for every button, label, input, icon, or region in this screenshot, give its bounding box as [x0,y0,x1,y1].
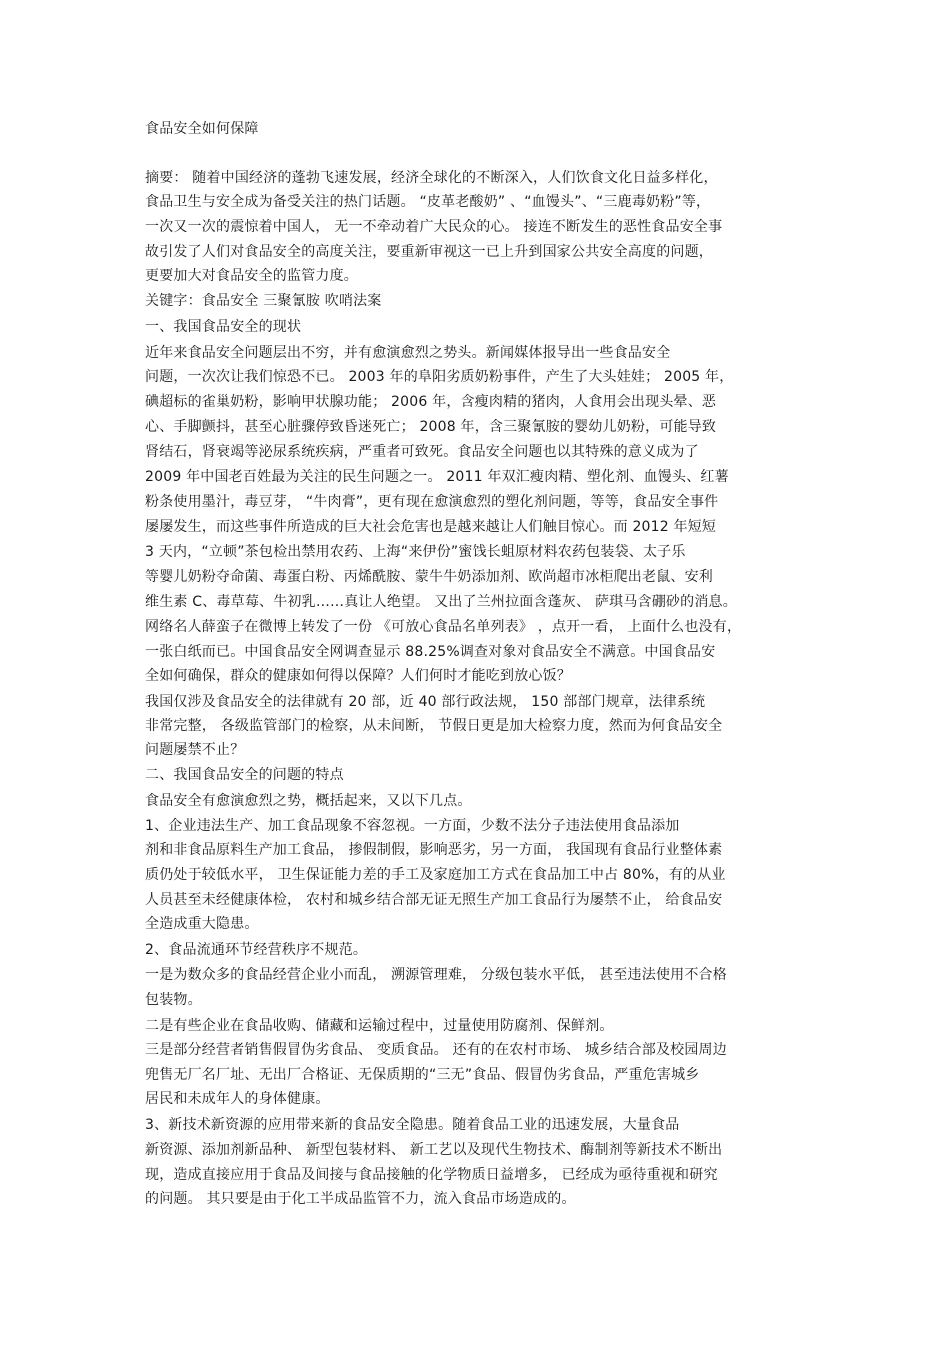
doc-line: 非常完整， 各级监管部门的检察，从未间断， 节假日更是加大检察力度，然而为何食品安全 [145,718,723,734]
doc-line: 2009 年中国老百姓最为关注的民生问题之一。 2011 年双汇瘦肉精、塑化剂、血馒头、红薯 [145,469,729,485]
doc-line: 兜售无厂名厂址、无出厂合格证、无保质期的“三无”食品、假冒伪劣食品，严重危害城乡 [145,1067,700,1083]
doc-line: 维生素 C、毒草莓、牛初乳……真让人绝望。 又出了兰州拉面含蓬灰、 萨琪马含硼砂的消息。 [145,594,737,610]
doc-line: 1、企业违法生产、加工食品现象不容忽视。一方面，少数不法分子违法使用食品添加 [145,818,680,834]
doc-line: 摘要： 随着中国经济的蓬勃飞速发展，经济全球化的不断深入，人们饮食文化日益多样化， [145,170,718,186]
doc-line: 剂和非食品原料生产加工食品， 掺假制假，影响恶劣，另一方面， 我国现有食品行业整体素 [145,842,723,858]
doc-line: 二是有些企业在食品收购、储藏和运输过程中，过量使用防腐剂、保鲜剂。 [145,1018,614,1034]
doc-line: 三是部分经营者销售假冒伪劣食品、 变质食品。 还有的在农村市场、 城乡结合部及校园周边 [145,1042,727,1058]
doc-line: 3、新技术新资源的应用带来新的食品安全隐患。随着食品工业的迅速发展，大量食品 [145,1117,680,1133]
doc-line: 3 天内，“立顿”茶包检出禁用农药、上海“来伊份”蜜饯长蛆原材料农药包装袋、太子乐 [145,544,686,560]
doc-line: 问题屡禁不止？ [145,742,245,758]
doc-line: 等婴儿奶粉夺命菌、毒蛋白粉、丙烯酰胺、蒙牛牛奶添加剂、欧尚超市冰柜爬出老鼠、安利 [145,569,713,585]
doc-line: 近年来食品安全问题层出不穷，并有愈演愈烈之势头。新闻媒体报导出一些食品安全 [145,345,671,361]
doc-line: 全造成重大隐患。 [145,916,259,932]
doc-line: 人员甚至未经健康体检， 农村和城乡结合部无证无照生产加工食品行为屡禁不止， 给食品安 [145,892,723,908]
doc-line: 心、手脚颤抖，甚至心脏骤停致昏迷死亡； 2008 年，含三聚氰胺的婴幼儿奶粉，可能导致 [145,419,717,435]
doc-line: 网络名人薛蛮子在微博上转发了一份 《可放心食品名单列表》 ，点开一看， 上面什么也没有， [145,619,742,635]
doc-line: 食品安全有愈演愈烈之势，概括起来，又以下几点。 [145,793,472,809]
doc-line: 居民和未成年人的身体健康。 [145,1091,330,1107]
doc-line: 一张白纸而已。中国食品安全网调查显示 88.25%调查对象对食品安全不满意。中国食品安 [145,644,716,660]
doc-line: 现，造成直接应用于食品及间接与食品接触的化学物质日益增多， 已经成为亟待重视和研究 [145,1167,718,1183]
doc-line: 二、我国食品安全的问题的特点 [145,767,344,783]
doc-line: 食品卫生与安全成为备受关注的热门话题。 “皮革老酸奶” 、“血馒头”、“三鹿毒奶粉”等， [145,194,711,210]
doc-line: 一是为数众多的食品经营企业小而乱， 溯源管理难， 分级包装水平低， 甚至违法使用不合格 [145,967,727,983]
doc-line: 2、食品流通环节经营秩序不规范。 [145,942,368,958]
doc-line: 更要加大对食品安全的监管力度。 [145,268,358,284]
doc-line: 新资源、添加剂新品种、 新型包装材料、 新工艺以及现代生物技术、酶制剂等新技术不断出 [145,1142,723,1158]
doc-line: 屡屡发生，而这些事件所造成的巨大社会危害也是越来越让人们触目惊心。而 2012 年短短 [145,519,717,535]
doc-line: 一次又一次的震惊着中国人， 无一不牵动着广大民众的心。 接连不断发生的恶性食品安全事 [145,219,723,235]
doc-line: 一、我国食品安全的现状 [145,319,302,335]
doc-line: 全如何确保，群众的健康如何得以保障？人们何时才能吃到放心饭？ [145,668,571,684]
doc-line: 故引发了人们对食品安全的高度关注，要重新审视这一已上升到国家公共安全高度的问题， [145,244,713,260]
doc-line: 我国仅涉及食品安全的法律就有 20 部，近 40 部行政法规， 150 部部门规章，法律系统 [145,694,706,710]
doc-title: 食品安全如何保障 [145,121,259,137]
doc-line: 质仍处于较低水平， 卫生保证能力差的手工及家庭加工方式在食品加工中占 80%，有的从业 [145,867,726,883]
doc-line: 的问题。 其只要是由于化工半成品监管不力，流入食品市场造成的。 [145,1191,576,1207]
doc-line: 肾结石，肾衰竭等泌尿系统疾病，严重者可致死。食品安全问题也以其特殊的意义成为了 [145,444,699,460]
doc-line: 碘超标的雀巢奶粉，影响甲状腺功能； 2006 年，含瘦肉精的猪肉，人食用会出现头晕、恶 [145,394,717,410]
doc-line: 粉条使用墨汁，毒豆芽， “牛肉膏”，更有现在愈演愈烈的塑化剂问题，等等，食品安全事件 [145,494,719,510]
doc-line: 包装物。 [145,992,202,1008]
doc-line: 关键字：食品安全 三聚氰胺 吹哨法案 [145,293,382,309]
doc-line: 问题，一次次让我们惊恐不已。 2003 年的阜阳劣质奶粉事件，产生了大头娃娃； 2005 年， [145,369,734,385]
